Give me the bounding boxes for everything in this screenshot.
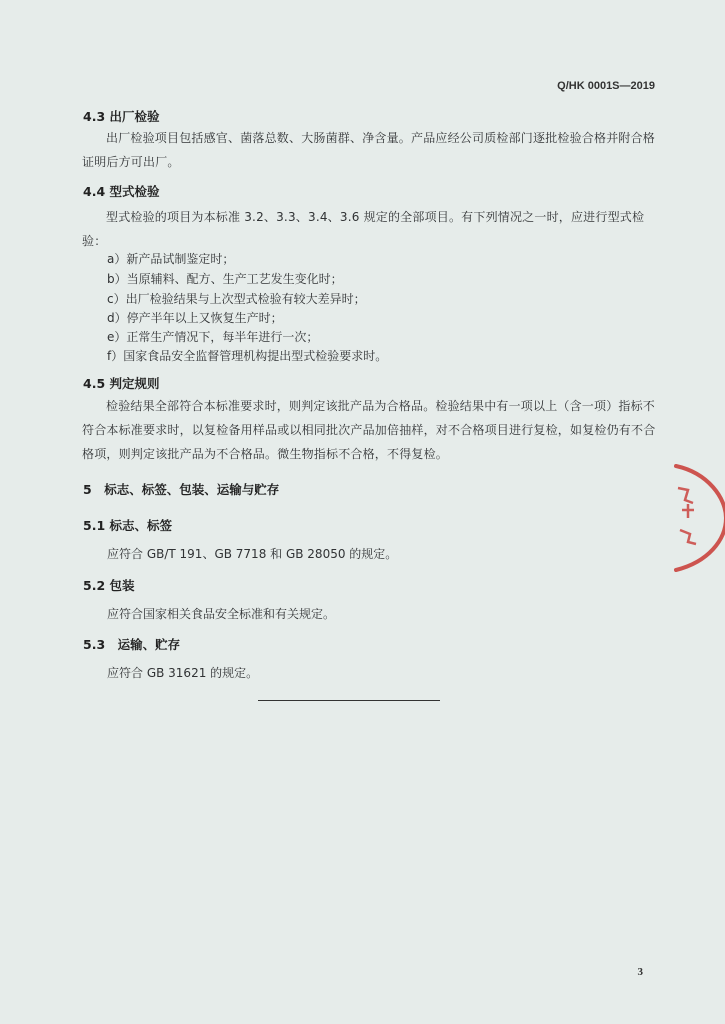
list-item: d）停产半年以上又恢复生产时； bbox=[107, 311, 283, 325]
section-4-4-heading: 4.4 型式检验 bbox=[83, 184, 160, 199]
section-4-5-heading: 4.5 判定规则 bbox=[83, 376, 160, 391]
section-4-3-text: 出厂检验项目包括感官、菌落总数、大肠菌群、净含量。产品应经公司质检部门逐批检验合格并附合格证明后方可出厂。 bbox=[82, 131, 656, 169]
section-5-1-heading: 5.1 标志、标签 bbox=[83, 518, 172, 533]
section-5-3-text: 应符合 GB 31621 的规定。 bbox=[107, 666, 259, 680]
standard-code: Q/HK 0001S—2019 bbox=[557, 80, 655, 92]
list-item: e）正常生产情况下，每半年进行一次； bbox=[107, 330, 319, 344]
section-5-heading: 5 标志、标签、包装、运输与贮存 bbox=[83, 482, 280, 497]
list-item: a）新产品试制鉴定时； bbox=[107, 252, 235, 266]
section-5-2-text: 应符合国家相关食品安全标准和有关规定。 bbox=[107, 607, 336, 621]
list-item: f）国家食品安全监督管理机构提出型式检验要求时。 bbox=[107, 349, 388, 363]
section-4-4-text: 型式检验的项目为本标准 3.2、3.3、3.4、3.6 规定的全部项目。有下列情况之一时，应进行型式检验： bbox=[82, 210, 645, 248]
company-seal bbox=[668, 458, 725, 578]
list-item: b）当原辅料、配方、生产工艺发生变化时； bbox=[107, 272, 343, 286]
section-5-3-heading: 5.3 运输、贮存 bbox=[83, 637, 181, 652]
list-item: c）出厂检验结果与上次型式检验有较大差异时； bbox=[107, 292, 366, 306]
page-number: 3 bbox=[637, 966, 643, 978]
section-5-1-text: 应符合 GB/T 191、GB 7718 和 GB 28050 的规定。 bbox=[107, 547, 398, 561]
section-4-3-heading: 4.3 出厂检验 bbox=[83, 109, 160, 124]
section-4-5-text: 检验结果全部符合本标准要求时，则判定该批产品为合格品。检验结果中有一项以上（含一项）指标不符合本标准要求时，以复检备用样品或以相同批次产品加倍抽样，对不合格项目进行复检，如复检仍有不合格项，则判定该批产品为不合格品。微生物指标不合格，不得复检。 bbox=[82, 399, 656, 461]
end-divider bbox=[258, 700, 440, 701]
section-5-2-heading: 5.2 包装 bbox=[83, 578, 135, 593]
